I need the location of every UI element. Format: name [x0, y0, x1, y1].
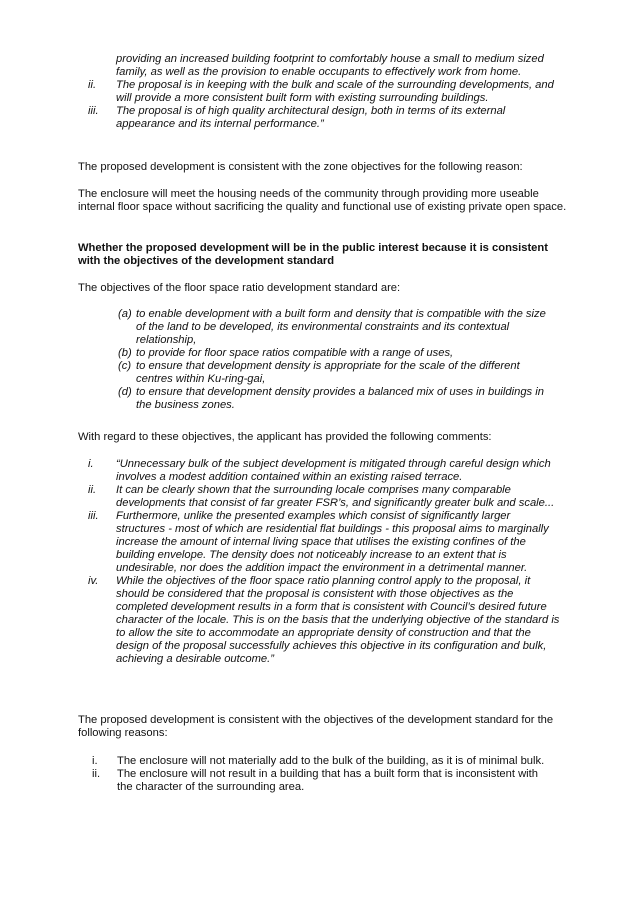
enclosure-paragraph: The enclosure will meet the housing needs of the community through providing more useable internal floor space without sacrificing the quality and functional use of existing private open space. [78, 188, 567, 213]
list-text: The proposal is in keeping with the bulk and scale of the surrounding developments, and will provide a more consistent built form with existing surrounding buildings. [116, 79, 554, 104]
list-number: ii. [92, 768, 101, 780]
list-item [88, 79, 558, 105]
list-item [88, 575, 560, 666]
list-number: iii. [88, 510, 99, 522]
applicant-comments-intro: With regard to these objectives, the applicant has provided the following comments: [78, 431, 492, 443]
list-number: iii. [88, 105, 99, 117]
list-number: ii. [88, 484, 97, 496]
list-text: It can be clearly shown that the surrounding locale comprises many comparable developments that consist of far greater FSR’s, and significantly greater bulk and scale... [116, 484, 555, 509]
list-item [88, 53, 558, 79]
list-text: While the objectives of the floor space ratio planning control apply to the proposal, it should be considered that the proposal is consistent with those objectives as the completed development results in a form that is consistent with Council’s desired future character of the locale. This is on the basis that the underlying objective of the standard is to allow the site to accommodate an appropriate density of construction and that the design of the proposal successfully achieves this objective in its configuration and bulk, achieving a desirable outcome.” [116, 575, 560, 665]
list-item [92, 755, 552, 768]
list-item [118, 308, 558, 347]
list-item [88, 484, 560, 510]
list-number: iv. [88, 575, 99, 587]
list-item [88, 458, 560, 484]
list-item [118, 360, 558, 386]
list-item [118, 386, 558, 412]
list-number: ii. [88, 79, 97, 91]
list-number: (c) [118, 360, 132, 372]
zone-objectives-paragraph: The proposed development is consistent with the zone objectives for the following reason: [78, 161, 523, 173]
list-number: (d) [118, 386, 132, 398]
list-number: i. [92, 755, 98, 767]
list-number: i. [88, 458, 94, 470]
objectives-list [118, 308, 558, 412]
list-item [92, 768, 552, 794]
list-item [88, 510, 560, 575]
list-text: to ensure that development density is appropriate for the scale of the different centres within Ku-ring-gai, [136, 360, 520, 385]
list-text: Furthermore, unlike the presented examples which consist of significantly larger structures - most of which are residential flat buildings - this proposal aims to marginally increase the amount of internal living space that utilises the existing confines of the building envelope. The density does not noticeably increase to an extent that is undesirable, nor does the addition impact the environment in a detrimental manner. [116, 510, 549, 574]
list-text: The enclosure will not result in a building that has a built form that is inconsistent with the character of the surrounding area. [117, 768, 538, 793]
list-item [118, 347, 558, 360]
list-text: providing an increased building footprint to comfortably house a small to medium sized family, as well as the provision to enable occupants to effectively work from home. [116, 53, 544, 78]
list-text: to ensure that development density provides a balanced mix of uses in buildings in the business zones. [136, 386, 544, 411]
list-text: “Unnecessary bulk of the subject development is mitigated through careful design which involves a modest addition contained within an existing raised terrace. [116, 458, 551, 483]
list-number: (b) [118, 347, 132, 359]
reasons-intro-paragraph: The proposed development is consistent with the objectives of the development standard for the following reasons: [78, 714, 554, 739]
list-number: (a) [118, 308, 132, 320]
section-heading: Whether the proposed development will be in the public interest because it is consistent with the objectives of the development standard [78, 242, 548, 267]
applicant-comments-list [88, 458, 560, 666]
objectives-intro-paragraph: The objectives of the floor space ratio development standard are: [78, 282, 401, 294]
reasons-list [92, 755, 552, 794]
list-text: to provide for floor space ratios compatible with a range of uses, [136, 347, 454, 359]
list-text: to enable development with a built form and density that is compatible with the size of the land to be developed, its environmental constraints and its contextual relationship, [136, 308, 546, 346]
list-item [88, 105, 558, 131]
list-text: The proposal is of high quality architectural design, both in terms of its external appearance and its internal performance.” [116, 105, 506, 130]
list-text: The enclosure will not materially add to the bulk of the building, as it is of minimal bulk. [117, 755, 545, 767]
top-quote-list [88, 53, 558, 131]
